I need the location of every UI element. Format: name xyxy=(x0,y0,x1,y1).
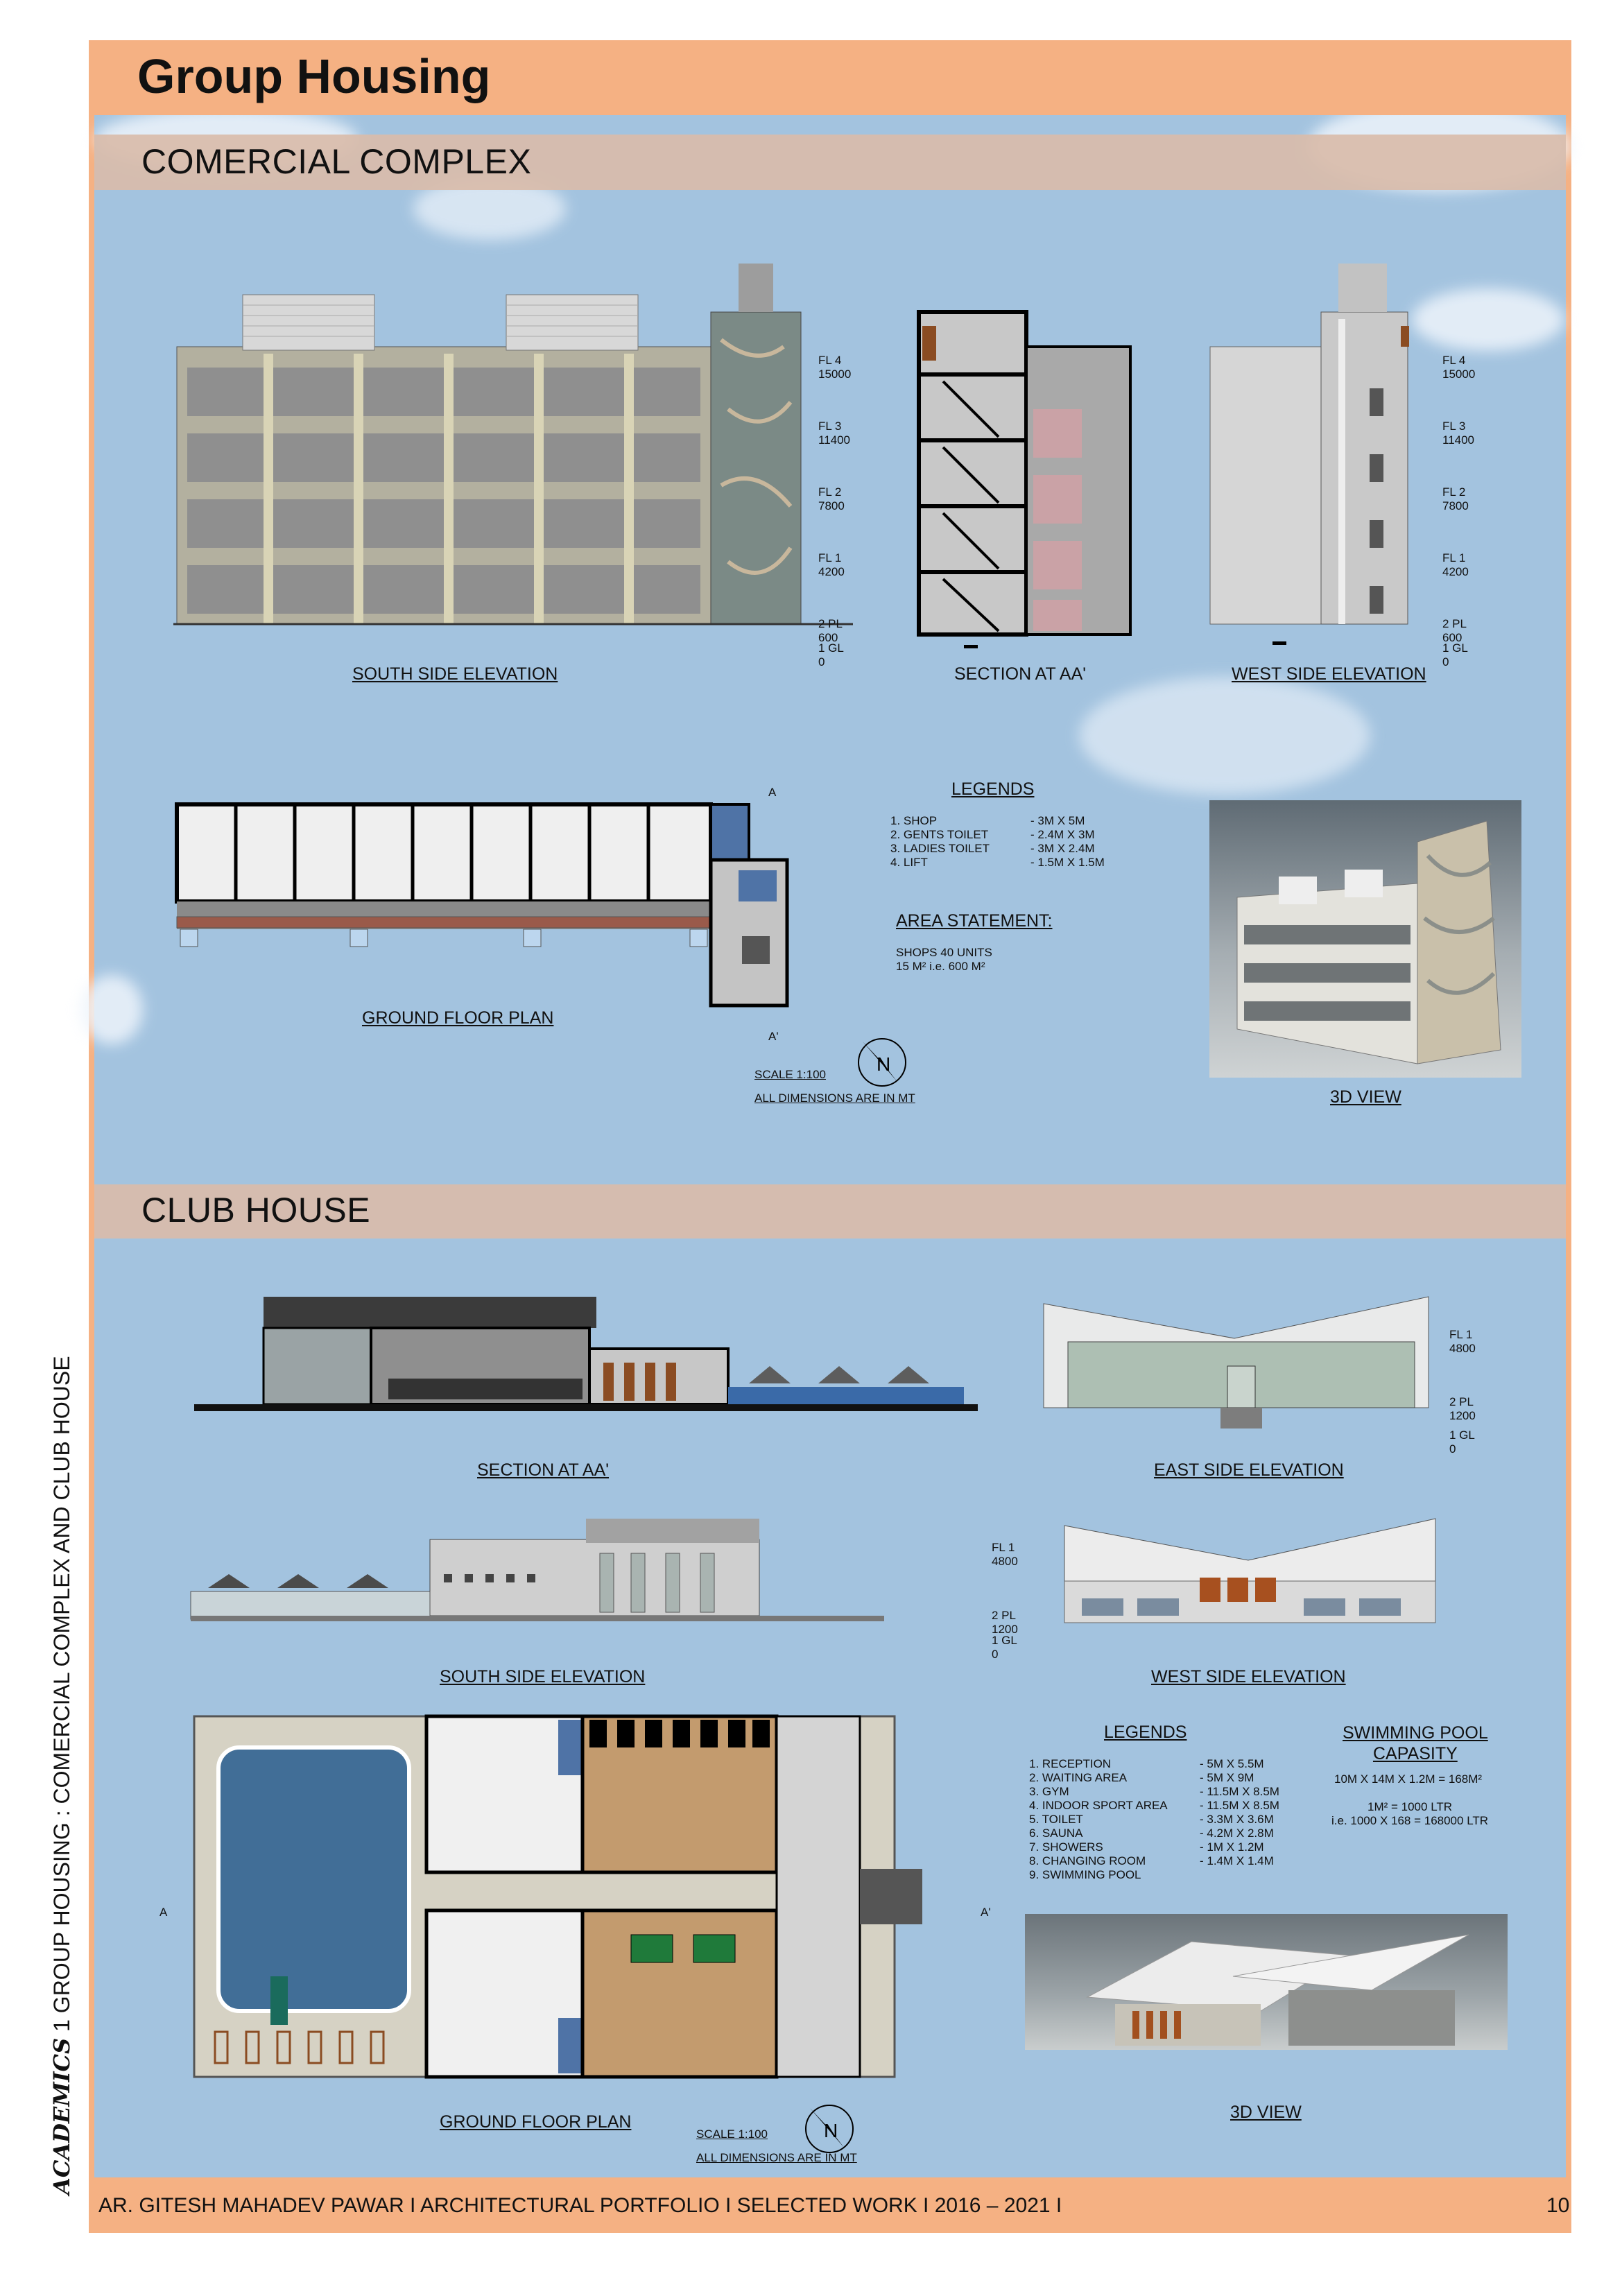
club-north-arrow-icon xyxy=(803,2103,856,2155)
commercial-west-level-pl2: 2 PL 600 xyxy=(1442,617,1467,644)
club-section-drawing xyxy=(194,1290,985,1428)
club-section-title: CLUB HOUSE xyxy=(141,1191,371,1229)
commercial-ground-floor-plan-drawing xyxy=(173,797,811,1026)
club-ground-floor-plan-drawing xyxy=(187,1713,985,2087)
side-label-text: 1 GROUP HOUSING : COMERCIAL COMPLEX AND CLUB HOUSE xyxy=(49,1356,74,2032)
commercial-west-caption: WEST SIDE ELEVATION xyxy=(1232,664,1426,684)
commercial-south-caption: SOUTH SIDE ELEVATION xyxy=(352,664,558,684)
commercial-legend-size-2: - 2.4M X 3M xyxy=(1030,828,1095,841)
club-east-elevation-drawing xyxy=(1040,1290,1456,1435)
footer-text: AR. GITESH MAHADEV PAWAR I ARCHITECTURAL PORTFOLIO I SELECTED WORK I 2016 – 2021 I xyxy=(98,2194,1062,2217)
club-legend-size-7: - 1M X 1.2M xyxy=(1200,1840,1264,1854)
commercial-area-text: SHOPS 40 UNITS 15 M² i.e. 600 M² xyxy=(896,946,992,973)
club-plan-mark-a: A xyxy=(159,1906,168,1919)
commercial-section-title: COMERCIAL COMPLEX xyxy=(141,142,532,181)
club-legends-title: LEGENDS xyxy=(1104,1723,1187,1742)
commercial-west-level-fl1: FL 1 4200 xyxy=(1442,551,1469,578)
club-south-caption: SOUTH SIDE ELEVATION xyxy=(440,1667,646,1686)
commercial-level-fl2: FL 2 7800 xyxy=(818,485,845,512)
page-title: Group Housing xyxy=(137,49,491,103)
club-legend-9: 9. SWIMMING POOL xyxy=(1029,1868,1141,1881)
club-east-level-pl2: 2 PL 1200 xyxy=(1449,1395,1476,1422)
side-label-script: ACADEMICS xyxy=(49,2037,75,2195)
commercial-dimensions-note: ALL DIMENSIONS ARE IN MT xyxy=(754,1091,915,1105)
page-number: 10 xyxy=(1546,2194,1570,2217)
club-scale: SCALE 1:100 xyxy=(696,2127,768,2141)
commercial-west-elevation-drawing xyxy=(1207,257,1415,645)
commercial-legend-3: 3. LADIES TOILET xyxy=(890,842,990,855)
commercial-plan-mark-a2: A' xyxy=(768,1030,779,1043)
commercial-west-level-fl2: FL 2 7800 xyxy=(1442,485,1469,512)
commercial-3d-view-render xyxy=(1209,800,1521,1078)
club-legend-7: 7. SHOWERS xyxy=(1029,1840,1103,1854)
commercial-legend-4: 4. LIFT xyxy=(890,856,928,869)
commercial-level-fl1: FL 1 4200 xyxy=(818,551,845,578)
commercial-west-level-gl1: 1 GL 0 xyxy=(1442,641,1468,668)
club-plan-mark-a2: A' xyxy=(981,1906,991,1919)
club-east-level-fl1: FL 1 4800 xyxy=(1449,1328,1476,1355)
commercial-legend-size-1: - 3M X 5M xyxy=(1030,814,1085,827)
club-legend-size-6: - 4.2M X 2.8M xyxy=(1200,1827,1274,1840)
club-legend-8: 8. CHANGING ROOM xyxy=(1029,1854,1146,1867)
commercial-plan-caption: GROUND FLOOR PLAN xyxy=(362,1008,554,1028)
club-west-caption: WEST SIDE ELEVATION xyxy=(1151,1667,1346,1686)
club-legend-size-4: - 11.5M X 8.5M xyxy=(1200,1799,1279,1812)
club-legend-size-8: - 1.4M X 1.4M xyxy=(1200,1854,1274,1867)
club-legend-3: 3. GYM xyxy=(1029,1785,1069,1798)
club-3d-view-caption: 3D VIEW xyxy=(1230,2103,1302,2122)
club-legend-size-2: - 5M X 9M xyxy=(1200,1771,1254,1784)
commercial-3d-view-caption: 3D VIEW xyxy=(1330,1087,1401,1107)
commercial-area-title: AREA STATEMENT: xyxy=(896,911,1053,931)
commercial-level-pl2: 2 PL 600 xyxy=(818,617,843,644)
commercial-section-drawing xyxy=(915,250,1151,652)
club-east-caption: EAST SIDE ELEVATION xyxy=(1154,1460,1344,1480)
commercial-legends-title: LEGENDS xyxy=(951,779,1035,799)
club-section-caption: SECTION AT AA' xyxy=(477,1460,610,1480)
club-legend-5: 5. TOILET xyxy=(1029,1813,1083,1826)
commercial-south-elevation-drawing xyxy=(173,257,881,645)
club-south-elevation-drawing xyxy=(187,1512,992,1650)
club-south-level-pl2: 2 PL 1200 xyxy=(992,1609,1018,1636)
svg-text:N: N xyxy=(824,2120,838,2141)
club-dimensions-note: ALL DIMENSIONS ARE IN MT xyxy=(696,2151,857,2164)
commercial-legend-size-4: - 1.5M X 1.5M xyxy=(1030,856,1105,869)
commercial-scale: SCALE 1:100 xyxy=(754,1068,827,1081)
commercial-section-caption: SECTION AT AA' xyxy=(954,664,1087,684)
club-legend-1: 1. RECEPTION xyxy=(1029,1757,1112,1770)
commercial-level-fl4: FL 4 15000 xyxy=(818,354,852,381)
side-label xyxy=(49,1356,75,2195)
commercial-west-level-fl4: FL 4 15000 xyxy=(1442,354,1476,381)
club-pool-title: SWIMMING POOL CAPASITY xyxy=(1343,1723,1488,1763)
club-3d-view-render xyxy=(1025,1914,1508,2050)
commercial-legend-1: 1. SHOP xyxy=(890,814,938,827)
club-legend-4: 4. INDOOR SPORT AREA xyxy=(1029,1799,1168,1812)
club-legend-size-3: - 11.5M X 8.5M xyxy=(1200,1785,1279,1798)
club-west-elevation-drawing xyxy=(1061,1512,1449,1650)
commercial-west-level-fl3: FL 3 11400 xyxy=(1442,420,1475,447)
club-plan-caption: GROUND FLOOR PLAN xyxy=(440,2112,632,2132)
club-legend-size-5: - 3.3M X 3.6M xyxy=(1200,1813,1274,1826)
club-south-level-fl1: FL 1 4800 xyxy=(992,1541,1018,1568)
commercial-legend-2: 2. GENTS TOILET xyxy=(890,828,989,841)
club-legend-6: 6. SAUNA xyxy=(1029,1827,1083,1840)
commercial-level-fl3: FL 3 11400 xyxy=(818,420,851,447)
svg-text:N: N xyxy=(877,1053,891,1075)
commercial-legend-size-3: - 3M X 2.4M xyxy=(1030,842,1095,855)
club-south-level-gl1: 1 GL 0 xyxy=(992,1634,1017,1661)
commercial-plan-mark-a: A xyxy=(768,786,777,799)
club-east-level-gl1: 1 GL 0 xyxy=(1449,1428,1475,1456)
club-legend-2: 2. WAITING AREA xyxy=(1029,1771,1128,1784)
commercial-level-gl1: 1 GL 0 xyxy=(818,641,844,668)
club-pool-capacity: 1M² = 1000 LTR i.e. 1000 X 168 = 168000 LTR xyxy=(1331,1800,1489,1827)
commercial-north-arrow-icon xyxy=(856,1036,908,1089)
club-pool-volume: 10M X 14M X 1.2M = 168M² xyxy=(1334,1772,1483,1786)
club-legend-size-1: - 5M X 5.5M xyxy=(1200,1757,1264,1770)
